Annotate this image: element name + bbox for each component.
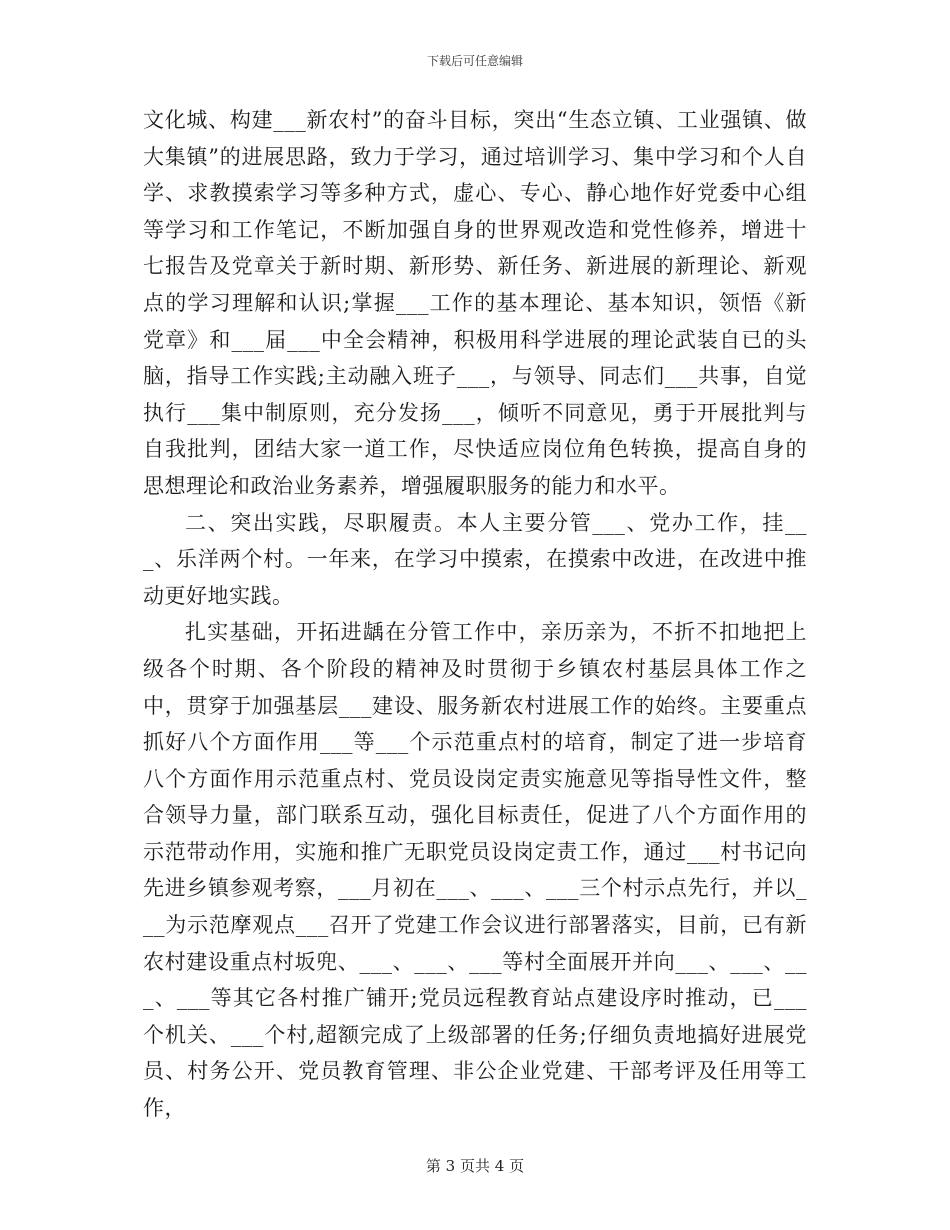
page-number: 第 3 页共 4 页 xyxy=(425,1157,525,1175)
document-body xyxy=(143,102,807,1127)
paragraph-foundation: 扎实基础，开拓进龋在分管工作中，亲历亲为，不折不扣地把上级各个时期、各个阶段的精神及时贯彻于乡镇农村基层具体工作之中，贯穿于加强基层___建设、服务新农村进展工作的始终。主要重点抓好八个方面作用___等___个示范重点村的培育，制定了进一步培育八个方面作用示范重点村、党员设岗定责实施意见等指导性文件，整合领导力量，部门联系互动，强化目标责任，促进了八个方面作用的示范带动作用，实施和推广无职党员设岗定责工作，通过___村书记向先进乡镇参观考察，___月初在___、___、___三个村示点先行，并以___为示范摩观点___召开了党建工作会议进行部署落实，目前，已有新农村建设重点村坂兜、___、___、___等村全面展开并向___、___、___、___等其它各村推广铺开;党员远程教育站点建设序时推动，已___个机关、___个村,超额完成了上级部署的任务;仔细负责地搞好进展党员、村务公开、党员教育管理、非公企业党建、干部考评及任用等工作， xyxy=(143,620,807,1121)
paragraph-practice: 二、突出实践，尽职履责。本人主要分管___、党办工作，挂___、乐洋两个村。一年来，在学习中摸索，在摸索中改进，在改进中推动更好地实践。 xyxy=(143,510,807,608)
paragraph-study: 文化城、构建___新农村”的奋斗目标，突出“生态立镇、工业强镇、做大集镇”的进展思路，致力于学习，通过培训学习、集中学习和个人自学、求教摸索学习等多种方式，虚心、专心、静心地作好党委中心组等学习和工作笔记，不断加强自身的世界观改造和党性修养，增进十七报告及党章关于新时期、新形势、新任务、新进展的新理论、新观点的学习理解和认识;掌握___工作的基本理论、基本知识，领悟《新党章》和___届___中全会精神，积极用科学进展的理论武装自已的头脑，指导工作实践;主动融入班子___，与领导、同志们___共事，自觉执行___集中制原则，充分发扬___，倾听不同意见，勇于开展批判与自我批判，团结大家一道工作，尽快适应岗位角色转换，提高自身的思想理论和政治业务素养，增强履职服务的能力和水平。 xyxy=(143,108,807,498)
page-header-note: 下载后可任意编辑 xyxy=(426,54,523,68)
